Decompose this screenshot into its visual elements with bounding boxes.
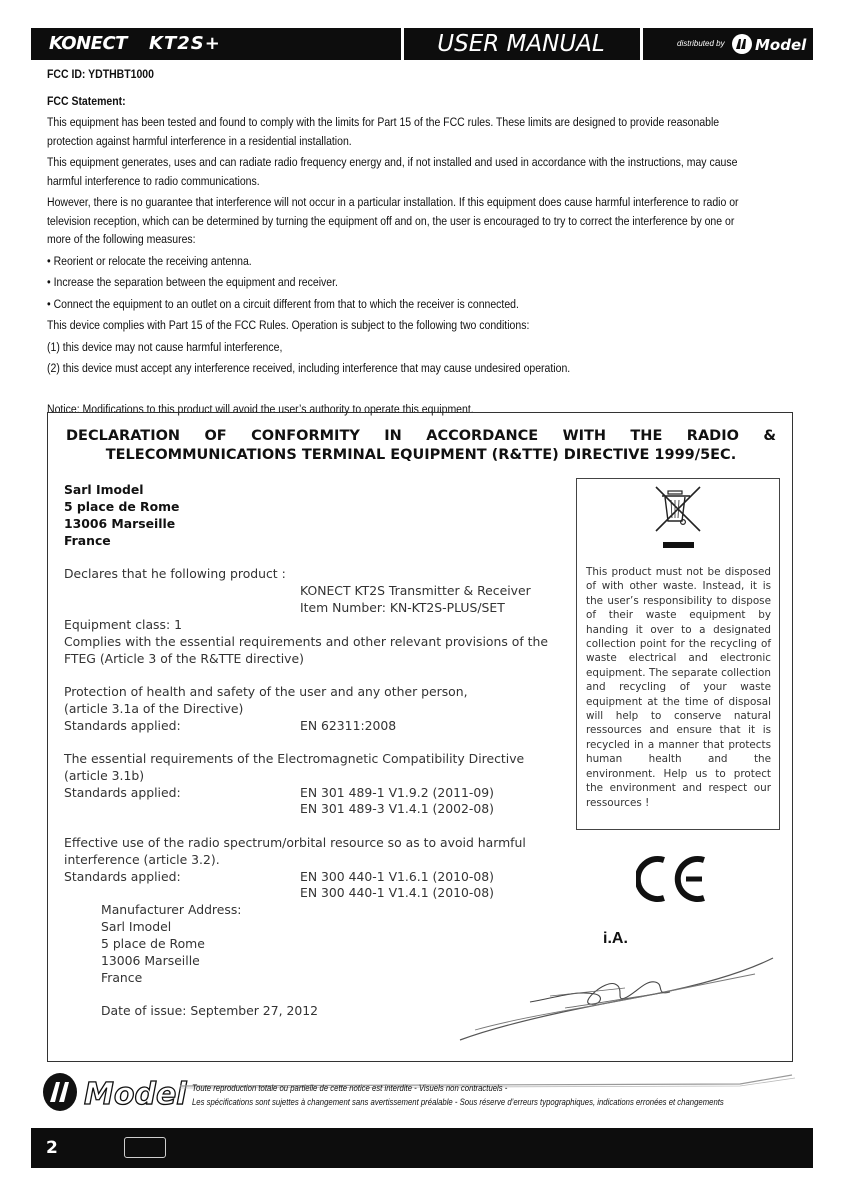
declaration-title: DECLARATION OF CONFORMITY IN ACCORDANCE WITH THE RADIO & TELECOMMUNICATIONS TERMINAL EQUIPMENT (R&TTE) DIRECTIVE 1999/5EC. [66,428,776,463]
company-line: 13006 Marseille [64,516,176,531]
model-footer-logo-icon [38,1070,188,1114]
fcc-paragraph: television reception, which can be determined by turning the equipment off and on, the user is encouraged to try to correct the interference by one or [47,213,735,228]
fcc-condition: (2) this device must accept any interference received, including interference that may cause undesired operation. [47,361,571,375]
header-divider [640,28,643,60]
ce-mark-text: CE [676,883,679,885]
health-text: Protection of health and safety of the user and any other person, [64,684,468,699]
footer-logo-text: Model [84,1077,187,1112]
manufacturer-line: Sarl Imodel [101,919,172,934]
distributor-logo-text: Model [755,36,807,54]
standards-label: Standards applied: [64,718,181,733]
fcc-bullet: • Reorient or relocate the receiving antenna. [47,253,252,268]
company-line: France [64,533,111,548]
page-number: 2 [46,1138,58,1158]
fcc-statement-heading: FCC Statement: [47,93,126,108]
company-line: Sarl Imodel [64,482,144,497]
health-text: (article 3.1a of the Directive) [64,701,244,716]
manufacturer-line: France [101,970,143,985]
standard-value: EN 301 489-1 V1.9.2 (2011-09) [300,785,494,800]
manufacturer-line: 13006 Marseille [101,953,200,968]
footer-notice: Toute reproduction totale ou partielle de cette notice est interdite - Visuels non contractuels - [192,1083,508,1093]
fcc-section [47,65,782,418]
declares-text: Declares that he following product : [64,566,286,581]
page-tab-box [124,1137,166,1158]
header-bar [31,28,813,60]
fcc-bullet: • Increase the separation between the equipment and receiver. [47,275,338,289]
manufacturer-line: 5 place de Rome [101,936,205,951]
radio-text: Effective use of the radio spectrum/orbital resource so as to avoid harmful [64,835,526,850]
kt2s-logo [149,33,221,54]
kt2s-logo-text: KT2S [149,33,205,54]
date-of-issue: Date of issue: September 27, 2012 [101,1003,318,1018]
standard-value: EN 300 440-1 V1.4.1 (2010-08) [300,885,494,900]
standard-value: EN 300 440-1 V1.6.1 (2010-08) [300,869,494,884]
header-title: USER MANUAL [437,31,605,57]
recycling-text: This product must not be disposed of with other waste. Instead, it is the user’s responsibility to dispose of their waste equipment by handing it over to a designated collection point for the recycling of waste electrical and electronic equipment. The separate collection and recycling of your waste equipment at the time of disposal will help to conserve natural ressources and ensure that it is recycled in a manner that protects human health and the environment. Help us to protect the environment and respect our ressources ! [586,566,771,809]
standards-label: Standards applied: [64,869,181,884]
fcc-paragraph: more of the following measures: [47,232,196,246]
product-name: KONECT KT2S Transmitter & Receiver [300,583,531,598]
signature [455,950,785,1045]
fcc-condition: (1) this device may not cause harmful interference, [47,339,283,354]
fcc-id: FCC ID: YDTHBT1000 [47,67,154,81]
model-logo-icon [731,33,811,55]
company-line: 5 place de Rome [64,499,180,514]
crossed-bin-icon [650,485,710,551]
standard-value: EN 62311:2008 [300,718,397,733]
fcc-paragraph: harmful interference to radio communications. [47,173,260,188]
ia-label: i.A. [603,930,628,947]
emc-text: The essential requirements of the Electromagnetic Compatibility Directive [64,751,525,766]
standards-label: Standards applied: [64,785,181,800]
fcc-paragraph: This equipment has been tested and found to comply with the limits for Part 15 of the FCC rules. These limits are designed to provide reasonable [47,115,720,129]
ce-mark-icon [636,854,716,904]
fcc-paragraph: However, there is no guarantee that interference will not occur in a particular installation. If this equipment does cause harmful interference to radio or [47,195,739,209]
emc-text: (article 3.1b) [64,768,145,783]
fcc-paragraph: protection against harmful interference in a residential installation. [47,133,352,148]
fcc-paragraph: This device complies with Part 15 of the FCC Rules. Operation is subject to the following two conditions: [47,318,530,332]
konect-logo: KONECT [49,33,127,54]
fcc-bullet: • Connect the equipment to an outlet on a circuit different from that to which the receiver is connected. [47,296,519,311]
complies-text: Complies with the essential requirements and other relevant provisions of the [64,634,548,649]
complies-text: FTEG (Article 3 of the R&TTE directive) [64,651,304,666]
fcc-notice: Notice: Modifications to this product will avoid the user’s authority to operate this equipment. [47,401,474,416]
manufacturer-label: Manufacturer Address: [101,902,242,917]
footer-bar [31,1128,813,1168]
equipment-class: Equipment class: 1 [64,617,182,632]
fcc-paragraph: This equipment generates, uses and can radiate radio frequency energy and, if not installed and used in accordance with the instructions, may cause [47,155,738,169]
standard-value: EN 301 489-3 V1.4.1 (2002-08) [300,801,494,816]
recycling-notice-box [576,478,780,830]
item-number: Item Number: KN-KT2S-PLUS/SET [300,600,505,615]
kt2s-logo-plus: + [204,33,221,54]
radio-text: interference (article 3.2). [64,852,220,867]
distributed-by-label: distributed by [677,39,725,48]
footer-notice: Les spécifications sont sujettes à changement sans avertissement préalable - Sous réserve d’erreurs typographiques, indications erronées et changements [192,1097,724,1107]
